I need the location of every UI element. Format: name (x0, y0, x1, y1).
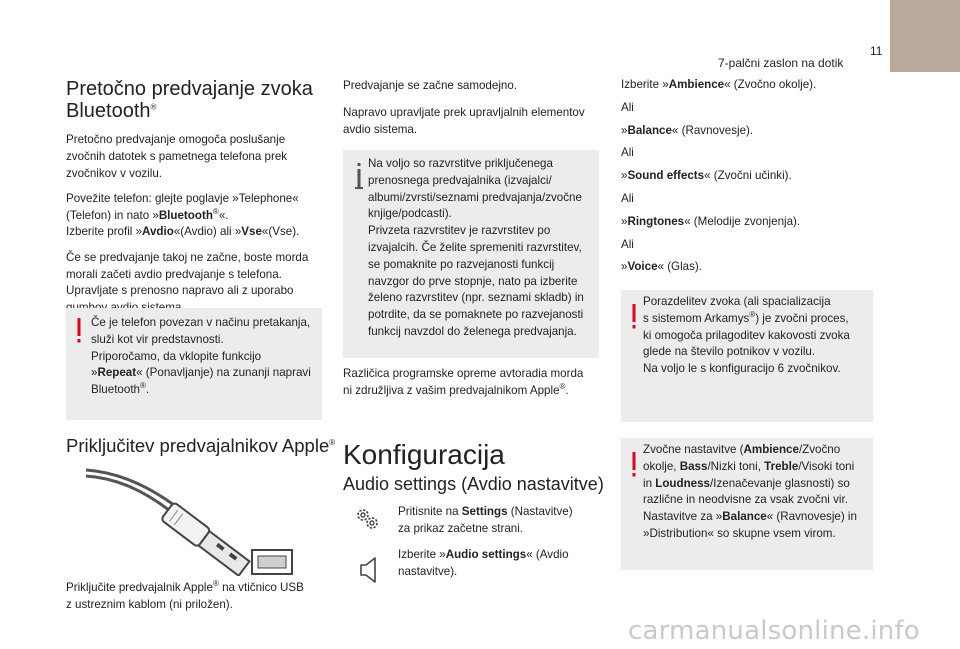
section-title-apple: Priključitev predvajalnikov Apple® (66, 435, 336, 456)
warning-text: glede na število potnikov v vozilu. (643, 345, 816, 359)
warning-text: Če je telefon povezan v načinu pretakanja, (91, 316, 311, 329)
option-sound-effects: »Sound effects« (Zvočni učinki). (621, 169, 792, 183)
or-label: Ali (621, 237, 634, 251)
settings-gear-icon (354, 506, 380, 532)
option-voice: »Voice« (Glas). (621, 260, 702, 274)
section-title-audio-settings: Audio settings (Avdio nastavitve) (343, 474, 604, 494)
warning-text: okolje, Bass/Nizki toni, Treble/Visoki toni (643, 459, 855, 473)
column-2 (343, 78, 603, 147)
or-label: Ali (621, 100, 634, 114)
warning-icon (76, 318, 82, 344)
info-text: Privzeta razvrstitev je razvrstitev po (368, 224, 551, 238)
paragraph-connect: Povežite telefon: glejte poglavje »Telephone« (Telefon) in nato »Bluetooth®«. Izberite profil »Avdio«(Avdio) ali »Vse«(Vse). (66, 191, 300, 239)
info-text: albumi/zvrsti/seznami predvajanja/zvočne (368, 190, 582, 204)
option-ringtones: »Ringtones« (Melodije zvonjenja). (621, 214, 801, 228)
info-text: potrdite, da se pomaknete po razvejanosti (368, 308, 584, 322)
warning-text: Porazdelitev zvoka (ali spacializacija (643, 295, 831, 308)
info-text: navzgor do prve stopnje, nato pa izberite (368, 274, 578, 288)
info-box-sorting (343, 150, 599, 358)
warning-text: Zvočne nastavitve (Ambience/Zvočno (643, 443, 841, 456)
info-text: knjige/podcasti). (368, 207, 452, 221)
warning-text: Nastavitve za »Balance« (Ravnovesje) in (643, 510, 857, 524)
info-text: prenosnega predvajalnika (izvajalci/ (368, 173, 552, 187)
paragraph-autostart: Predvajanje se začne samodejno. (343, 79, 518, 92)
option-ambience: Izberite »Ambience« (Zvočno okolje). (621, 78, 817, 91)
section-title-bluetooth: Pretočno predvajanje zvoka Bluetooth® (66, 78, 313, 122)
warning-text: »Distribution« so skupne vsem virom. (643, 526, 836, 540)
page-number: 11 (870, 44, 883, 58)
warning-text: Na voljo le s konfiguracijo 6 zvočnikov. (643, 362, 841, 376)
info-icon (354, 163, 364, 189)
column-1 (66, 78, 326, 325)
usb-caption: Priključite predvajalnik Apple® na vtičnico USB z ustreznim kablom (ni priložen). (66, 579, 304, 611)
usb-cable-illustration (86, 466, 296, 576)
info-text: se pomaknite po razvejanosti funkcij (368, 257, 555, 271)
option-balance: »Balance« (Ravnovesje). (621, 123, 754, 137)
watermark: carmanualsonline.info (628, 616, 920, 646)
warning-box-sound-settings (621, 438, 873, 570)
paragraph-controls: Napravo upravljate prek upravljalnih elementov avdio sistema. (343, 105, 585, 136)
step-press-settings: Pritisnite na Settings (Nastavitve) za prikaz začetne strani. (398, 505, 573, 535)
info-text: želeno razvrstitev (npr. seznami skladb) in (368, 291, 584, 305)
warning-box-streaming (66, 308, 322, 420)
warning-box-arkamys (621, 290, 873, 422)
paragraph-no-playback: Če se predvajanje takoj ne začne, boste morda morali začeti avdio predvajanje s telefona. Upravljate s prenosno napravo ali z uporabo (66, 250, 309, 298)
info-text: Na voljo so razvrstitve priključenega (368, 157, 553, 170)
warning-text: ki omogoča prilagoditev kakovosti zvoka (643, 328, 850, 342)
step-audio-settings: Izberite »Audio settings« (Avdio nastavitve). (398, 548, 569, 578)
or-label: Ali (621, 191, 634, 205)
or-label: Ali (621, 146, 634, 160)
section-title-configuration: Konfiguracija (343, 439, 505, 470)
corner-tab (890, 0, 960, 72)
warning-text: in Loudness/Izenačevanje glasnosti) so (643, 476, 850, 490)
info-text: izvajalcih. Če želite spremeniti razvrstitev, (368, 240, 582, 254)
warning-text: različne in neodvisne za vsak zvočni vir. (643, 493, 848, 507)
warning-text: služi kot vir predstavnosti. (91, 332, 224, 346)
warning-icon (631, 304, 637, 330)
column-3 (621, 77, 881, 282)
warning-text: Priporočamo, da vklopite funkcijo (91, 349, 262, 363)
warning-text: »Repeat« (Ponavljanje) na zunanji napravi (91, 366, 311, 380)
warning-icon (631, 452, 637, 478)
speaker-icon (360, 556, 378, 584)
warning-text: Bluetooth®. (91, 381, 150, 397)
paragraph-intro: Pretočno predvajanje omogoča poslušanje zvočnih datotek s pametnega telefona prek zvočnikov v vozilu. (66, 133, 288, 180)
paragraph-compatibility: Različica programske opreme avtoradia morda ni združljiva z vašim predvajalnikom Apple®. (343, 367, 584, 397)
running-head: 7-palčni zaslon na dotik (718, 56, 844, 70)
info-text: funkcij navzdol do želenega predvajanja. (368, 324, 577, 338)
warning-text: s sistemom Arkamys®) je zvočni proces, (643, 309, 849, 325)
